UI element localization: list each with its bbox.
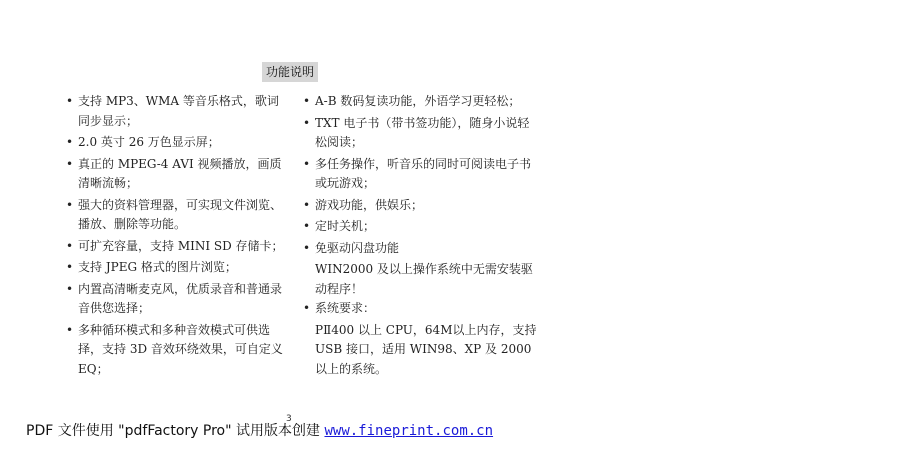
- list-item: • A-B 数码复读功能，外语学习更轻松；: [301, 92, 541, 112]
- list-item: • 可扩充容量，支持 MINI SD 存储卡；: [64, 237, 284, 257]
- feature-list-right: [301, 92, 541, 379]
- bullet: •: [66, 94, 74, 108]
- bullet: •: [66, 281, 74, 296]
- list-item: • TXT 电子书（带书签功能），随身小说轻松阅读；: [303, 115, 530, 149]
- list-subtext: PⅡ400 以上 CPU，64M以上内存，支持 USB 接口，适用 WIN98、XP 及 2000 以上的系统。: [315, 322, 537, 376]
- bullet: •: [303, 219, 311, 233]
- bullet: •: [303, 156, 311, 171]
- list-item: • 真正的 MPEG-4 AVI 视频播放，画质清晰流畅；: [66, 156, 282, 190]
- pdf-footer: [26, 420, 493, 440]
- bullet: •: [303, 301, 311, 315]
- list-item: • 2.0 英寸 26 万色显示屏；: [64, 133, 284, 153]
- list-subtext: WIN2000 及以上操作系统中无需安装驱动程序！: [315, 262, 533, 296]
- bullet: •: [66, 135, 74, 149]
- bullet: •: [66, 260, 74, 274]
- bullet: •: [66, 238, 74, 253]
- bullet: •: [303, 94, 311, 108]
- page-number: 3: [286, 414, 292, 424]
- footer-text: PDF 文件使用 "pdfFactory Pro" 试用版本创建: [26, 423, 325, 439]
- bullet: •: [66, 156, 74, 171]
- bullet: •: [66, 322, 74, 337]
- list-item: • 多种循环模式和多种音效模式可供选择，支持 3D 音效环绕效果，可自定义 EQ；: [66, 322, 283, 376]
- list-item: • 支持 JPEG 格式的图片浏览；: [64, 258, 284, 278]
- list-item: • 游戏功能，供娱乐；: [301, 196, 541, 216]
- list-item: • 系统要求：: [301, 299, 541, 319]
- list-item: • 多任务操作，听音乐的同时可阅读电子书或玩游戏；: [303, 156, 532, 190]
- bullet: •: [303, 115, 311, 130]
- list-item: • 内置高清晰麦克风，优质录音和普通录音供您选择；: [66, 281, 283, 315]
- bullet: •: [66, 197, 74, 212]
- page-title: 功能说明: [262, 62, 318, 82]
- feature-list-left: [64, 92, 284, 381]
- bullet: •: [303, 240, 311, 255]
- list-item: • 强大的资料管理器，可实现文件浏览、播放、删除等功能。: [66, 197, 283, 231]
- list-item: • 支持 MP3、WMA 等音乐格式，歌词同步显示；: [66, 94, 279, 128]
- list-item: • 免驱动闪盘功能: [301, 239, 541, 259]
- list-item: • 定时关机；: [301, 217, 541, 237]
- footer-link[interactable]: www.fineprint.com.cn: [324, 423, 494, 439]
- bullet: •: [303, 197, 311, 212]
